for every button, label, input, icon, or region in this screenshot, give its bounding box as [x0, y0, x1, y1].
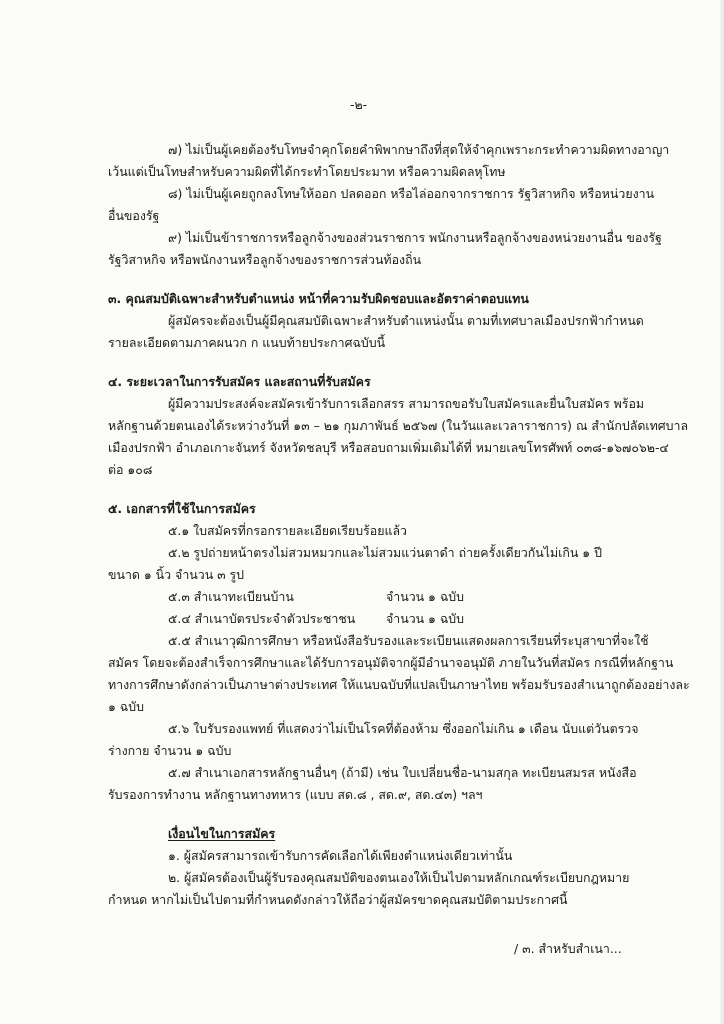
item-5-5-line-1: ๕.๕ สำเนาวุฒิการศึกษา หรือหนังสือรับรองและระเบียนแสดงผลการเรียนที่ระบุสาขาที่จะใช้ [168, 633, 649, 648]
item-5-1: ๕.๑ ใบสมัครที่กรอกรายละเอียดเรียบร้อยแล้ว [168, 523, 407, 538]
item-5-3-quantity: จำนวน ๑ ฉบับ [386, 589, 465, 604]
item-5-3-label: ๕.๓ สำเนาทะเบียนบ้าน [168, 589, 294, 604]
item-9-line-1: ๙) ไม่เป็นข้าราชการหรือลูกจ้างของส่วนราชการ พนักงานหรือลูกจ้างของหน่วยงานอื่น ของรัฐ [168, 230, 662, 245]
item-5-5-line-2: สมัคร โดยจะต้องสำเร็จการศึกษาและได้รับการอนุมัติจากผู้มีอำนาจอนุมัติ ภายในวันที่สมัคร กรณีที่หลักฐาน [108, 655, 674, 670]
section-3-line-1: ผู้สมัครจะต้องเป็นผู้มีคุณสมบัติเฉพาะสำหรับตำแหน่งนั้น ตามที่เทศบาลเมืองปรกฟ้ากำหนด [168, 313, 644, 328]
continuation-note: / ๓. สำหรับสำเนา... [514, 941, 622, 956]
conditions-heading: เงื่อนไขในการสมัคร [168, 826, 276, 841]
item-5-5-line-3: ทางการศึกษาดังกล่าวเป็นภาษาต่างประเทศ ให้แนบฉบับที่แปลเป็นภาษาไทย พร้อมรับรองสำเนาถูกต้องอย่างละ [108, 677, 690, 692]
section-4-line-3: เมืองปรกฟ้า อำเภอเกาะจันทร์ จังหวัดชลบุรี หรือสอบถามเพิ่มเติมได้ที่ หมายเลขโทรศัพท์ ๐๓๘-๑๖๗๐๖๒-๔ [108, 440, 669, 455]
item-5-6-line-1: ๕.๖ ใบรับรองแพทย์ ที่แสดงว่าไม่เป็นโรคที่ต้องห้าม ซึ่งออกไม่เกิน ๑ เดือน นับแต่วันตรวจ [168, 721, 639, 736]
item-5-7-line-1: ๕.๗ สำเนาเอกสารหลักฐานอื่นๆ (ถ้ามี) เช่น ใบเปลี่ยนชื่อ-นามสกุล ทะเบียนสมรส หนังสือ [168, 765, 637, 780]
item-5-4-quantity: จำนวน ๑ ฉบับ [386, 611, 465, 626]
condition-1: ๑. ผู้สมัครสามารถเข้ารับการคัดเลือกได้เพียงตำแหน่งเดียวเท่านั้น [168, 848, 513, 863]
section-4-line-2: หลักฐานด้วยตนเองได้ระหว่างวันที่ ๑๓ – ๒๑ กุมภาพันธ์ ๒๕๖๗ (ในวันและเวลาราชการ) ณ สำนักปลัดเทศบาล [108, 418, 689, 433]
condition-2-line-1: ๒. ผู้สมัครต้องเป็นผู้รับรองคุณสมบัติของตนเองให้เป็นไปตามหลักเกณฑ์ระเบียบกฎหมาย [168, 870, 630, 885]
item-7-line-2: เว้นแต่เป็นโทษสำหรับความผิดที่ได้กระทำโดยประมาท หรือความผิดลหุโทษ [108, 164, 506, 179]
item-8-line-1: ๘) ไม่เป็นผู้เคยถูกลงโทษให้ออก ปลดออก หรือไล่ออกจากราชการ รัฐวิสาหกิจ หรือหน่วยงาน [168, 186, 655, 201]
condition-2-line-2: กำหนด หากไม่เป็นไปตามที่กำหนดดังกล่าวให้ถือว่าผู้สมัครขาดคุณสมบัติตามประกาศนี้ [108, 892, 568, 907]
page-number: -๒- [350, 97, 368, 112]
section-5-heading: ๕. เอกสารที่ใช้ในการสมัคร [108, 501, 256, 516]
section-3-line-2: รายละเอียดตามภาคผนวก ก แนบท้ายประกาศฉบับนี้ [108, 335, 386, 350]
section-4-line-1: ผู้มีความประสงค์จะสมัครเข้ารับการเลือกสรร สามารถขอรับใบสมัครและยื่นใบสมัคร พร้อม [168, 396, 645, 411]
item-5-2-line-2: ขนาด ๑ นิ้ว จำนวน ๓ รูป [108, 567, 245, 582]
item-5-5-line-4: ๑ ฉบับ [108, 699, 144, 714]
section-3-heading: ๓. คุณสมบัติเฉพาะสำหรับตำแหน่ง หน้าที่ความรับผิดชอบและอัตราค่าตอบแทน [108, 291, 529, 306]
item-5-7-line-2: รับรองการทำงาน หลักฐานทางทหาร (แบบ สด.๘ , สด.๙, สด.๔๓) ฯลฯ [108, 787, 483, 802]
item-7-line-1: ๗) ไม่เป็นผู้เคยต้องรับโทษจำคุกโดยคำพิพากษาถึงที่สุดให้จำคุกเพราะกระทำความผิดทางอาญา [168, 142, 670, 157]
page-edge-shadow [720, 0, 724, 1024]
item-5-6-line-2: ร่างกาย จำนวน ๑ ฉบับ [108, 743, 232, 758]
item-8-line-2: อื่นของรัฐ [108, 208, 160, 223]
item-9-line-2: รัฐวิสาหกิจ หรือพนักงานหรือลูกจ้างของราชการส่วนท้องถิ่น [108, 252, 422, 267]
section-4-heading: ๔. ระยะเวลาในการรับสมัคร และสถานที่รับสมัคร [108, 374, 371, 389]
item-5-4-label: ๕.๔ สำเนาบัตรประจำตัวประชาชน [168, 611, 356, 626]
item-5-2-line-1: ๕.๒ รูปถ่ายหน้าตรงไม่สวมหมวกและไม่สวมแว่นตาดำ ถ่ายครั้งเดียวกันไม่เกิน ๑ ปี [168, 545, 602, 560]
section-4-line-4: ต่อ ๑๐๘ [108, 462, 153, 477]
